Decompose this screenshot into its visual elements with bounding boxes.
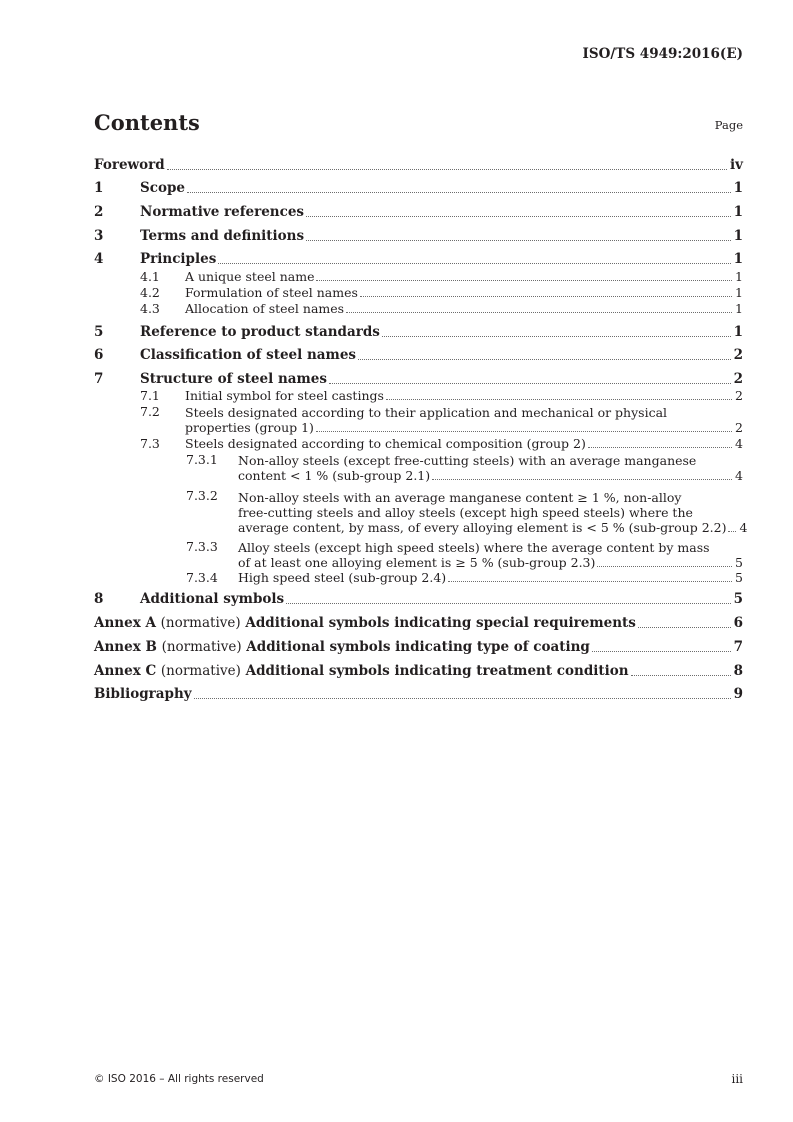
toc-page-number: 9: [733, 685, 743, 702]
toc-entry-title-line: Steels designated according to their application and mechanical or physical: [185, 405, 668, 420]
toc-entry-title: Normative references: [140, 203, 305, 220]
dot-leader: [382, 336, 731, 337]
toc-page-number: 2: [735, 388, 743, 403]
toc-section-number: 4.2: [140, 285, 160, 300]
annex-label: Annex C: [94, 662, 157, 679]
toc-section-number: 2: [94, 203, 104, 220]
annex-label: Annex B: [94, 638, 157, 655]
toc-section-number: 4: [94, 250, 104, 267]
annex-normative-tag: (normative): [160, 614, 241, 631]
toc-page-number: 8: [733, 662, 743, 679]
toc-section-number: 6: [94, 346, 104, 363]
toc-entry-title: Reference to product standards: [140, 323, 380, 340]
annex-label: Annex A: [94, 614, 156, 631]
page-title: Contents: [94, 110, 200, 135]
toc-entry-title: A unique steel name: [185, 269, 315, 284]
toc-entry-title: Bibliography: [94, 685, 192, 702]
toc-page-number: 1: [735, 269, 743, 284]
toc-entry-title: properties (group 1): [185, 420, 314, 435]
toc-section-number: 4.3: [140, 301, 160, 316]
toc-page-number: 2: [733, 346, 743, 363]
toc-entry-title: High speed steel (sub-group 2.4): [238, 570, 447, 585]
toc-entry-7-3-2[interactable]: [94, 488, 748, 536]
toc-entry-title: Structure of steel names: [140, 370, 327, 387]
dot-leader: [386, 399, 732, 400]
toc-entry-annex-c[interactable]: [94, 660, 743, 680]
toc-section-number: 7.3.1: [186, 452, 218, 467]
toc-entry-4-3[interactable]: [94, 297, 743, 317]
toc-page-number: 1: [733, 179, 743, 196]
toc-entry-title-line: Alloy steels (except high speed steels) where the average content by mass: [238, 540, 710, 555]
dot-leader: [638, 627, 731, 628]
dot-leader: [728, 531, 736, 532]
toc-page-number: 1: [733, 250, 743, 267]
footer-page-number: iii: [731, 1072, 743, 1086]
toc-entry-title: Additional symbols indicating type of coating: [246, 638, 590, 655]
toc-page-number: 1: [733, 323, 743, 340]
toc-entry-title: Formulation of steel names: [185, 285, 358, 300]
toc-page-number: 5: [733, 590, 743, 607]
dot-leader: [346, 312, 732, 313]
toc-section-number: 7.3: [140, 436, 160, 451]
toc-page-number: 2: [733, 370, 743, 387]
dot-leader: [592, 651, 731, 652]
dot-leader: [358, 359, 731, 360]
toc-section-number: 3: [94, 227, 104, 244]
toc-entry-annex-b[interactable]: [94, 636, 743, 656]
toc-entry-title: Allocation of steel names: [185, 301, 345, 316]
toc-entry-title: average content, by mass, of every alloying element is < 5 % (sub-group 2.2): [238, 520, 727, 535]
toc-page-number: 7: [733, 638, 743, 655]
toc-entry-title-line: free-cutting steels and alloy steels (except high speed steels) where the: [238, 505, 693, 520]
toc-page-number: iv: [730, 156, 743, 173]
toc-entry-title: of at least one alloying element is ≥ 5 % (sub-group 2.3): [238, 555, 596, 570]
document-reference: ISO/TS 4949:2016(E): [582, 46, 743, 62]
toc-entry-title: Additional symbols indicating special requirements: [245, 614, 636, 631]
dot-leader: [631, 675, 731, 676]
toc-entry-title: Initial symbol for steel castings: [185, 388, 384, 403]
toc-entry-7-1[interactable]: [94, 384, 743, 404]
toc-entry-title: Foreword: [94, 156, 165, 173]
page-column-label: Page: [714, 118, 743, 132]
dot-leader: [194, 698, 731, 699]
toc-page-number: 1: [735, 301, 743, 316]
toc-entry-7-3[interactable]: [94, 432, 743, 452]
toc-entry-7-3-4[interactable]: [94, 566, 743, 586]
toc-entry-1[interactable]: [94, 177, 743, 197]
toc-entry-5[interactable]: [94, 321, 743, 341]
toc-entry-title: Scope: [140, 179, 186, 196]
dot-leader: [167, 169, 727, 170]
toc-entry-title: Principles: [140, 250, 217, 267]
toc-section-number: 7.3.2: [186, 488, 218, 503]
toc-page-number: 4: [735, 436, 743, 451]
toc-section-number: 1: [94, 179, 104, 196]
toc-entry-3[interactable]: [94, 225, 743, 245]
toc-section-number: 7.1: [140, 388, 160, 403]
copyright-notice: © ISO 2016 – All rights reserved: [94, 1073, 264, 1085]
toc-entry-title: Terms and definitions: [140, 227, 305, 244]
toc-entry-title: content < 1 % (sub-group 2.1): [238, 468, 431, 483]
toc-entry-bibliography[interactable]: [94, 683, 743, 703]
dot-leader: [286, 603, 730, 604]
toc-page-number: 6: [733, 614, 743, 631]
toc-page-number: 4: [735, 468, 743, 483]
toc-page-number: 4: [739, 520, 748, 535]
toc-entry-title-line: Non-alloy steels with an average manganese content ≥ 1 %, non-alloy: [238, 490, 682, 505]
toc-entry-title: Steels designated according to chemical composition (group 2): [185, 436, 586, 451]
toc-entry-title: Classification of steel names: [140, 346, 357, 363]
annex-normative-tag: (normative): [160, 662, 241, 679]
toc-page-number: 5: [735, 555, 743, 570]
toc-page-number: 5: [735, 570, 743, 585]
dot-leader: [432, 479, 732, 480]
dot-leader: [306, 240, 731, 241]
toc-section-number: 5: [94, 323, 104, 340]
annex-normative-tag: (normative): [161, 638, 242, 655]
toc-section-number: 7.3.3: [186, 539, 218, 554]
toc-section-number: 7.2: [140, 404, 160, 419]
toc-page-number: 1: [735, 285, 743, 300]
dot-leader: [306, 216, 731, 217]
toc-entry-title: Additional symbols indicating treatment condition: [245, 662, 629, 679]
dot-leader: [187, 192, 731, 193]
toc-entry-2[interactable]: [94, 201, 743, 221]
toc-entry-annex-a[interactable]: [94, 612, 743, 632]
toc-section-number: 7.3.4: [186, 570, 218, 585]
toc-section-number: 4.1: [140, 269, 160, 284]
dot-leader: [448, 581, 732, 582]
dot-leader: [588, 447, 732, 448]
toc-section-number: 8: [94, 590, 104, 607]
toc-page-number: 1: [733, 203, 743, 220]
toc-page-number: 2: [735, 420, 743, 435]
toc-entry-foreword[interactable]: [94, 154, 743, 174]
toc-entry-8[interactable]: [94, 588, 743, 608]
toc-entry-6[interactable]: [94, 344, 743, 364]
toc-entry-title: Additional symbols: [140, 590, 285, 607]
toc-entry-title-line: Non-alloy steels (except free-cutting steels) with an average manganese: [238, 453, 697, 468]
toc-section-number: 7: [94, 370, 104, 387]
toc-page-number: 1: [733, 227, 743, 244]
toc-entry-7-3-1[interactable]: [94, 452, 743, 484]
dot-leader: [218, 263, 730, 264]
